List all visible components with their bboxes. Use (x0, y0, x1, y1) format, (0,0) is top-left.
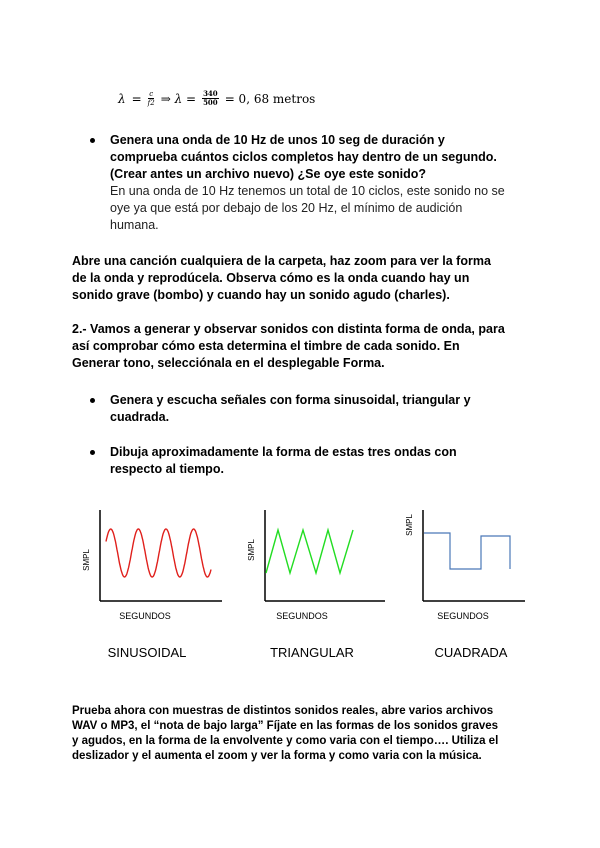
bullet-question: Genera una onda de 10 Hz de unos 10 seg de duración y comprueba cuántos ciclos completos hay dentro de un segundo. (Crear antes un archivo nuevo) ¿Se oye este sonido? (110, 133, 497, 181)
bullet-dot-icon (90, 398, 95, 403)
fraction-numerator: 340 (203, 89, 218, 98)
sine-name: SINUSOIDAL (107, 645, 187, 660)
fraction-numerator: c (149, 90, 154, 98)
bullet-item-10hz (90, 132, 505, 234)
tri-ylabel: SMPL (247, 539, 256, 561)
waveform-drawings (82, 505, 535, 665)
bullet-answer: En una onda de 10 Hz tenemos un total de 10 ciclos, este sonido no se oye ya que está por debajo de los 20 Hz, el mínimo de audición humana. (110, 184, 505, 232)
square-wave (424, 533, 510, 569)
fraction-denominator: f2 (147, 99, 155, 107)
bullet-text: Dibuja aproximadamente la forma de estas tres ondas con respecto al tiempo. (110, 445, 457, 476)
sq-xlabel: SEGUNDOS (437, 611, 489, 621)
triangular-diagram (247, 510, 385, 660)
sq-ylabel: SMPL (405, 514, 414, 536)
fraction-340-over-500 (202, 90, 219, 107)
paragraph-prueba: Prueba ahora con muestras de distintos sonidos reales, abre varios archivos WAV o MP3, el “nota de bajo larga” Fíjate en las formas de los sonidos graves y agudos, en la forma de la envolvente y como varia con el tiempo…. Utiliza el deslizador y el aumenta el zoom y ver la forma y como varia con la música. (72, 705, 499, 762)
tri-name: TRIANGULAR (270, 645, 354, 660)
formula-result: = 0, 68 metros (224, 91, 316, 106)
triangular-wave (266, 530, 353, 573)
bullet-item-dibuja (90, 444, 457, 478)
paragraph-cancion: Abre una canción cualquiera de la carpeta, haz zoom para ver la forma de la onda y reprodúcela. Observa cómo es la onda cuando hay un sonido grave (bombo) y cuando hay un sonido agudo (charles). (72, 254, 491, 302)
equals-sign: = (131, 91, 142, 106)
sine-ylabel: SMPL (82, 549, 91, 571)
implies-lambda: ⇒ λ = (160, 91, 197, 106)
sine-wave (106, 529, 211, 577)
square-diagram (405, 510, 525, 660)
lambda-symbol: λ (118, 91, 126, 106)
sine-xlabel: SEGUNDOS (119, 611, 171, 621)
bullet-item-genera-escucha (90, 392, 471, 426)
bullet-text: Genera y escucha señales con forma sinusoidal, triangular y cuadrada. (110, 393, 471, 424)
sinusoidal-diagram (82, 510, 222, 660)
fraction-denominator: 500 (203, 98, 218, 107)
bullet-dot-icon (90, 138, 95, 143)
fraction-c-over-f (148, 90, 155, 107)
wavelength-formula (118, 90, 315, 107)
bullet-dot-icon (90, 450, 95, 455)
sq-name: CUADRADA (434, 645, 508, 660)
paragraph-section-2: 2.- Vamos a generar y observar sonidos con distinta forma de onda, para así comprobar cómo esta determina el timbre de cada sonido. En Generar tono, selecciónala en el desplegable Forma. (72, 322, 505, 370)
tri-xlabel: SEGUNDOS (276, 611, 328, 621)
